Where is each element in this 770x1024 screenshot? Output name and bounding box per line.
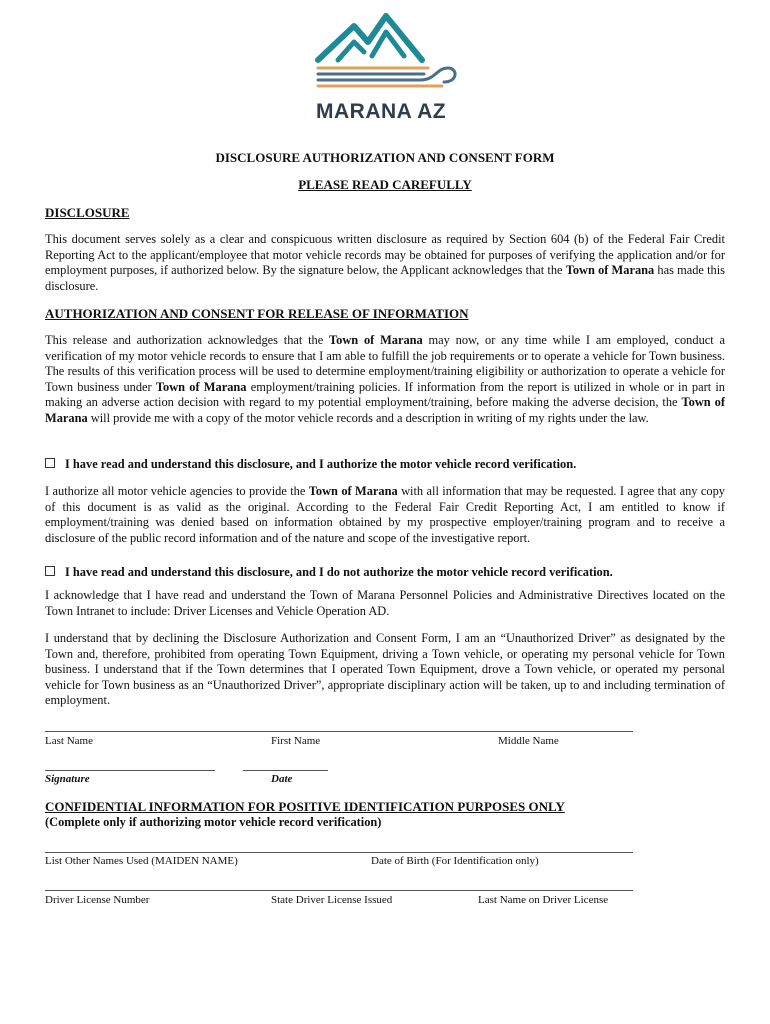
decline-paragraph-2: I understand that by declining the Disclosure Authorization and Consent Form, I am an “Unauthorized Driver” as designated by the Town and, therefore, prohibited from operating Town Equipment, driving a Town vehicle, or operating my personal vehicle for Town business. I understand that if the Town determines that I operated Town Equipment, drove a Town vehicle, or operated my personal vehicle for Town business as an “Unauthorized Driver”, appropriate disciplinary action will be taken, up to and including termination of employment. bbox=[45, 631, 725, 708]
name-input-line[interactable] bbox=[45, 731, 633, 732]
date-label: Date bbox=[271, 773, 293, 785]
confidential-heading: CONFIDENTIAL INFORMATION FOR POSITIVE IDENTIFICATION PURPOSES ONLY bbox=[45, 799, 565, 814]
state-issued-label: State Driver License Issued bbox=[271, 894, 393, 906]
authorization-paragraph: This release and authorization acknowledges that the Town of Marana may now, or any time while I am employed, conduct a verification of my motor vehicle records to ensure that I am able to fulfill the job requirements or to operate a vehicle for Town business. The results of this verification process will be used to determine employment/training eligibility or authorization to operate a vehicle for Town business under Town of Marana employment/training policies. If information from the report is utilized in whole or in part in making an adverse action decision with regard to my potential employment/training, before making the adverse decision, the Town of Marana will provide me with a copy of the motor vehicle records and a description in writing of my rights under the law. bbox=[45, 333, 725, 425]
form-subtitle: PLEASE READ CAREFULLY bbox=[298, 177, 472, 192]
disclosure-paragraph: This document serves solely as a clear and conspicuous written disclosure as required by Section 604 (b) of the Federal Fair Credit Reporting Act to the applicant/employee that motor vehicle records may be obtained for purposes of verifying the application and/or for employment purposes, if authorized below. By the signature below, the Applicant acknowledges that the Town of Marana has made this disclosure. bbox=[45, 232, 725, 293]
other-names-label: List Other Names Used (MAIDEN NAME) bbox=[45, 855, 238, 867]
authorization-heading: AUTHORIZATION AND CONSENT FOR RELEASE OF INFORMATION bbox=[45, 306, 469, 321]
first-name-label: First Name bbox=[271, 735, 321, 747]
mountain-logo-icon bbox=[312, 12, 458, 102]
decline-paragraph-1: I acknowledge that I have read and understand the Town of Marana Personnel Policies and Administrative Directives located on the Town Intranet to include: Driver Licenses and Vehicle Operation AD. bbox=[45, 588, 725, 618]
disclosure-heading: DISCLOSURE bbox=[45, 205, 130, 220]
authorize-option bbox=[45, 457, 576, 472]
dob-label: Date of Birth (For Identification only) bbox=[371, 855, 539, 867]
authorize-paragraph: I authorize all motor vehicle agencies to provide the Town of Marana with all information that may be requested. I agree that any copy of this document is as valid as the original. According to the Federal Fair Credit Reporting Act, I am entitled to know if employment/training was denied based on information obtained by my prospective employer/training program and to receive a disclosure of the public record information and of the nature and scope of the investigative report. bbox=[45, 484, 725, 545]
middle-name-label: Middle Name bbox=[498, 735, 559, 747]
confidential-subheading: (Complete only if authorizing motor vehicle record verification) bbox=[45, 815, 382, 829]
marana-logo bbox=[312, 12, 458, 123]
license-input-line[interactable] bbox=[45, 890, 633, 891]
authorize-label: I have read and understand this disclosure, and I authorize the motor vehicle record verification. bbox=[65, 457, 577, 471]
other-names-dob-input-line[interactable] bbox=[45, 852, 633, 853]
logo-text: MARANA AZ bbox=[316, 100, 447, 123]
last-name-label: Last Name bbox=[45, 735, 93, 747]
decline-label: I have read and understand this disclosure, and I do not authorize the motor vehicle record verification. bbox=[65, 565, 613, 579]
authorize-checkbox[interactable] bbox=[45, 458, 55, 468]
decline-checkbox[interactable] bbox=[45, 566, 55, 576]
last-name-on-license-label: Last Name on Driver License bbox=[478, 894, 609, 906]
signature-label: Signature bbox=[45, 773, 90, 785]
date-input-line[interactable] bbox=[243, 770, 328, 771]
signature-input-line[interactable] bbox=[45, 770, 215, 771]
form-title: DISCLOSURE AUTHORIZATION AND CONSENT FORM bbox=[215, 150, 555, 165]
license-number-label: Driver License Number bbox=[45, 894, 150, 906]
decline-option bbox=[45, 565, 613, 580]
